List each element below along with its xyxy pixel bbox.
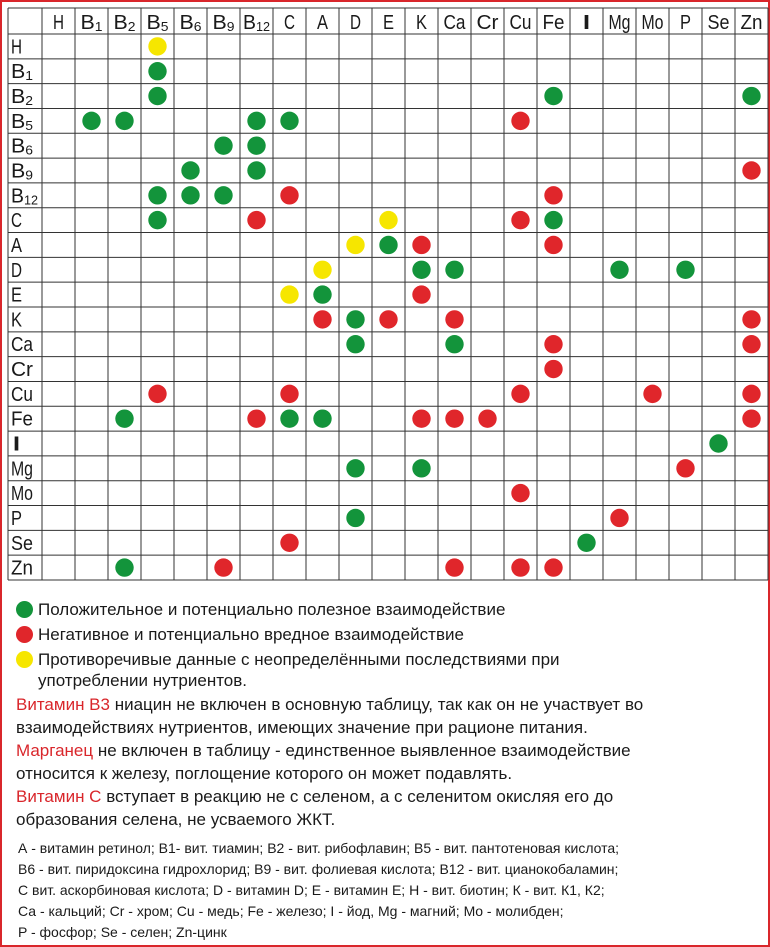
red-interaction-dot-zn-cu: [511, 558, 529, 576]
row-header-b12: B12: [11, 185, 39, 208]
note-vc-line1: вступает в реакцию не с селеном, а с селенитом окисляя его до: [106, 787, 614, 806]
red-interaction-dot-cu-cu: [511, 385, 529, 403]
column-header-p: P: [680, 12, 691, 34]
green-interaction-dot-b5-c: [280, 112, 298, 130]
yellow-interaction-dot-h-b5: [148, 37, 166, 55]
column-header-b6: B6: [179, 12, 202, 34]
red-interaction-dot-ca-zn: [742, 335, 760, 353]
legend-positive-text: Положительное и потенциально полезное взаимодействие: [38, 600, 506, 619]
column-header-h: H: [53, 12, 64, 34]
green-interaction-dot-b1-b5: [148, 62, 166, 80]
green-interaction-dot-b12-b9: [214, 186, 232, 204]
row-header-se: Se: [11, 532, 33, 555]
red-interaction-dot-cu-c: [280, 385, 298, 403]
abbreviation-line: А - витамин ретинол; В1- вит. тиамин; В2 - вит. рибофлавин; В5 - вит. пантотеновая кислота;: [18, 840, 620, 856]
row-header-i: I: [11, 433, 22, 456]
green-interaction-dot-c-b5: [148, 211, 166, 229]
green-interaction-dot-fe-c: [280, 409, 298, 427]
column-header-k: K: [416, 12, 428, 34]
red-interaction-dot-a-k: [412, 236, 430, 254]
green-interaction-dot-fe-a: [313, 409, 331, 427]
column-header-b1: B1: [80, 12, 103, 34]
legend-positive: [16, 597, 761, 622]
legend-contradictory: [16, 647, 761, 693]
green-interaction-dot-ca-d: [346, 335, 364, 353]
abbreviation-line: Са - кальций; Cr - хром; Cu - медь; Fe - железо; I - йод, Mg - магний; Mo - молибден;: [18, 903, 564, 919]
red-interaction-dot-b12-fe: [544, 186, 562, 204]
column-header-d: D: [350, 12, 361, 34]
green-interaction-dot-se-i: [577, 534, 595, 552]
legend-contradictory-line1: Противоречивые данные с неопределёнными последствиями при: [38, 650, 560, 669]
green-interaction-dot-d-k: [412, 261, 430, 279]
row-header-k: K: [11, 309, 23, 332]
legend: [16, 597, 761, 831]
green-interaction-dot-ca-ca: [445, 335, 463, 353]
row-header-a: A: [11, 234, 23, 257]
red-interaction-dot-zn-ca: [445, 558, 463, 576]
red-interaction-dot-mg-p: [676, 459, 694, 477]
row-header-ca: Ca: [11, 334, 34, 357]
red-interaction-dot-b5-cu: [511, 112, 529, 130]
red-interaction-dot-b12-c: [280, 186, 298, 204]
red-interaction-dot-c-b12: [247, 211, 265, 229]
red-interaction-dot-a-fe: [544, 236, 562, 254]
red-interaction-dot-se-c: [280, 534, 298, 552]
green-interaction-dot-b2-zn: [742, 87, 760, 105]
green-interaction-dot-c-fe: [544, 211, 562, 229]
column-header-cr: Cr: [476, 12, 499, 34]
column-header-b12: B12: [243, 12, 271, 34]
column-header-b2: B2: [113, 12, 136, 34]
green-interaction-dot-d-ca: [445, 261, 463, 279]
row-header-h: H: [11, 36, 22, 59]
red-interaction-dot-e-k: [412, 285, 430, 303]
row-header-cr: Cr: [11, 359, 34, 382]
green-interaction-dot-b5-b1: [82, 112, 100, 130]
green-interaction-dot-zn-b2: [115, 558, 133, 576]
yellow-dot-icon: [16, 651, 33, 668]
yellow-interaction-dot-e-c: [280, 285, 298, 303]
note-vc-line2: образования селена, не усваемого ЖКТ.: [16, 809, 336, 829]
note-b3: [16, 694, 761, 739]
green-interaction-dot-b5-b12: [247, 112, 265, 130]
column-header-b9: B9: [212, 12, 235, 34]
red-interaction-dot-cu-zn: [742, 385, 760, 403]
column-header-mg: Mg: [608, 12, 631, 34]
red-interaction-dot-cu-b5: [148, 385, 166, 403]
column-header-a: A: [317, 12, 329, 34]
green-interaction-dot-b9-b12: [247, 161, 265, 179]
red-interaction-dot-k-e: [379, 310, 397, 328]
column-header-mo: Mo: [641, 12, 664, 34]
yellow-interaction-dot-a-d: [346, 236, 364, 254]
column-header-cu: Cu: [509, 12, 532, 34]
column-header-se: Se: [707, 12, 730, 34]
row-header-b9: B9: [11, 160, 33, 183]
red-interaction-dot-c-cu: [511, 211, 529, 229]
red-interaction-dot-ca-fe: [544, 335, 562, 353]
green-interaction-dot-mg-d: [346, 459, 364, 477]
note-b3-line2: взаимодействиях нутриентов, имеющих значение при рационе питания.: [16, 717, 588, 737]
row-header-b5: B5: [11, 110, 33, 133]
note-mn-line2: относится к железу, поглощение которого он может подавлять.: [16, 763, 513, 783]
row-header-zn: Zn: [11, 557, 33, 580]
red-interaction-dot-k-ca: [445, 310, 463, 328]
column-header-b5: B5: [146, 12, 169, 34]
red-interaction-dot-fe-b12: [247, 409, 265, 427]
row-header-mg: Mg: [11, 458, 33, 481]
note-vc-title: Витамин С: [16, 787, 102, 806]
row-header-b6: B6: [11, 135, 33, 158]
red-interaction-dot-fe-ca: [445, 409, 463, 427]
red-interaction-dot-k-zn: [742, 310, 760, 328]
row-header-mo: Mo: [11, 483, 33, 506]
column-header-zn: Zn: [740, 12, 763, 34]
red-interaction-dot-fe-zn: [742, 409, 760, 427]
legend-negative-text: Негативное и потенциально вредное взаимодействие: [38, 625, 464, 644]
row-header-b1: B1: [11, 61, 33, 84]
red-interaction-dot-fe-k: [412, 409, 430, 427]
legend-negative: [16, 622, 761, 647]
note-manganese: [16, 740, 761, 785]
green-interaction-dot-d-mg: [610, 261, 628, 279]
row-header-c: C: [11, 210, 22, 233]
note-mn-title: Марганец: [16, 741, 94, 760]
abbreviation-line: P - фосфор; Se - селен; Zn-цинк: [18, 924, 227, 940]
note-mn-line1: не включен в таблицу - единственное выявленное взаимодействие: [97, 741, 631, 760]
red-interaction-dot-p-mg: [610, 509, 628, 527]
legend-contradictory-line2: употреблении нутриентов.: [38, 671, 248, 690]
green-interaction-dot-b6-b9: [214, 136, 232, 154]
green-interaction-dot-k-d: [346, 310, 364, 328]
note-b3-title: Витамин В3: [16, 695, 110, 714]
green-interaction-dot-b12-b6: [181, 186, 199, 204]
column-header-i: I: [581, 12, 592, 34]
red-interaction-dot-b9-zn: [742, 161, 760, 179]
green-interaction-dot-i-se: [709, 434, 727, 452]
abbreviations: [18, 838, 768, 943]
green-interaction-dot-a-e: [379, 236, 397, 254]
note-vitamin-c: [16, 786, 761, 831]
yellow-interaction-dot-d-a: [313, 261, 331, 279]
column-header-c: C: [284, 12, 295, 34]
row-header-e: E: [11, 284, 22, 307]
green-interaction-dot-b2-b5: [148, 87, 166, 105]
green-interaction-dot-b9-b6: [181, 161, 199, 179]
green-interaction-dot-mg-k: [412, 459, 430, 477]
green-interaction-dot-b12-b5: [148, 186, 166, 204]
row-header-d: D: [11, 259, 22, 282]
green-interaction-dot-p-d: [346, 509, 364, 527]
green-interaction-dot-fe-b2: [115, 409, 133, 427]
green-dot-icon: [16, 601, 33, 618]
column-header-e: E: [383, 12, 394, 34]
row-header-b2: B2: [11, 86, 33, 109]
green-interaction-dot-b6-b12: [247, 136, 265, 154]
abbreviation-line: В6 - вит. пиридоксина гидрохлорид; В9 - вит. фолиевая кислота; В12 - вит. цианокобаламин;: [18, 861, 619, 877]
row-header-cu: Cu: [11, 383, 33, 406]
red-dot-icon: [16, 626, 33, 643]
green-interaction-dot-b5-b2: [115, 112, 133, 130]
row-header-fe: Fe: [11, 408, 33, 431]
red-interaction-dot-cu-mo: [643, 385, 661, 403]
note-b3-line1: ниацин не включен в основную таблицу, так как он не участвует во: [114, 695, 644, 714]
green-interaction-dot-e-a: [313, 285, 331, 303]
green-interaction-dot-b2-fe: [544, 87, 562, 105]
yellow-interaction-dot-c-e: [379, 211, 397, 229]
red-interaction-dot-mo-cu: [511, 484, 529, 502]
column-header-fe: Fe: [542, 12, 565, 34]
red-interaction-dot-zn-b9: [214, 558, 232, 576]
row-header-p: P: [11, 507, 22, 530]
red-interaction-dot-zn-fe: [544, 558, 562, 576]
red-interaction-dot-cr-fe: [544, 360, 562, 378]
red-interaction-dot-fe-cr: [478, 409, 496, 427]
abbreviation-line: С вит. аскорбиновая кислота; D - витамин D; Е - витамин Е; Н - вит. биотин; К - вит. К1, К2;: [18, 882, 605, 898]
red-interaction-dot-k-a: [313, 310, 331, 328]
green-interaction-dot-d-p: [676, 261, 694, 279]
column-header-ca: Ca: [443, 12, 467, 34]
